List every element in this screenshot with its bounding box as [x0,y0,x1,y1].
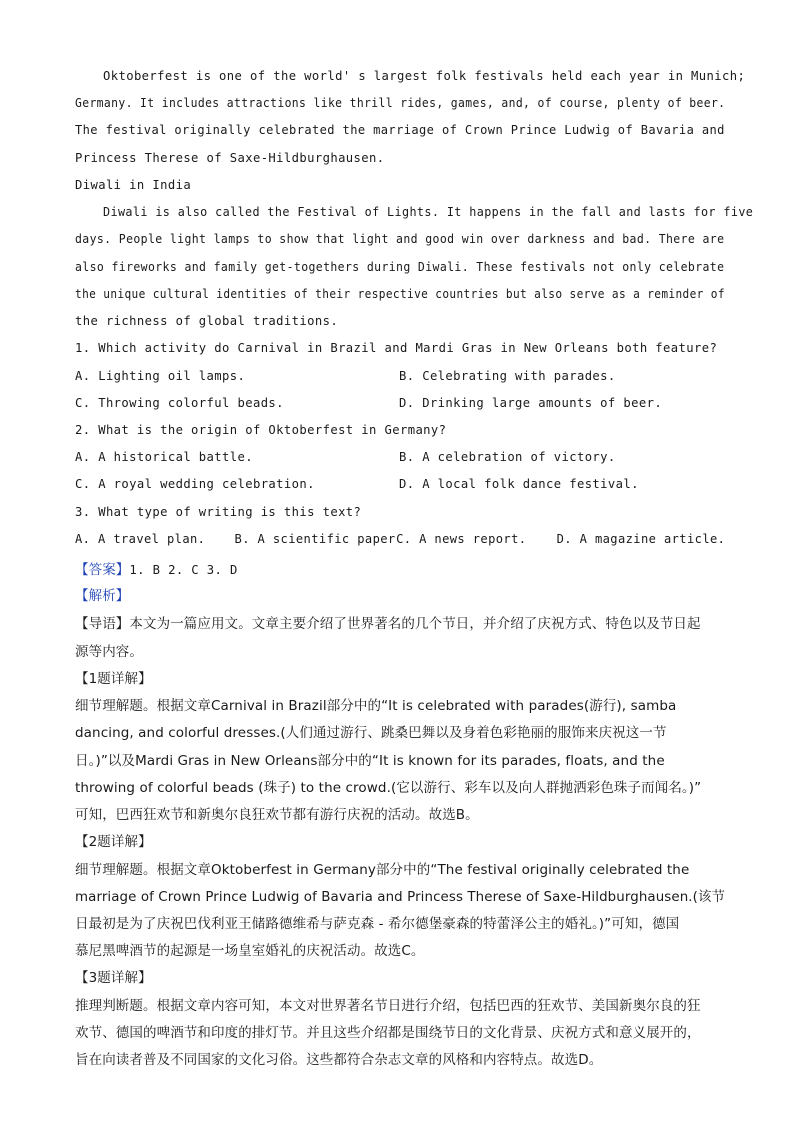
question-stem: 3. What type of writing is this text? [75,505,362,519]
question-options-row [75,477,725,491]
q2-detail-line: 慕尼黑啤酒节的起源是一场皇室婚礼的庆祝活动。故选C。 [75,943,425,959]
passage-line: the unique cultural identities of their respective countries but also serve as a reminder of [75,287,725,301]
option-a: A. A travel plan. [75,532,206,546]
q1-detail-line: throwing of colorful beads (珠子) to the crowd.(它以游行、彩车以及向人群抛洒彩色珠子而闻名。)” [75,780,702,796]
q2-detail-line: marriage of Crown Prince Ludwig of Bavaria and Princess Therese of Saxe-Hildburghausen.(该节 [75,889,725,905]
option-d: D. Drinking large amounts of beer. [399,396,663,410]
q2-detail-line: 日最初是为了庆祝巴伐利亚王储路德维希与萨克森 - 希尔德堡豪森的特蕾泽公主的婚礼。)”可知，德国 [75,916,680,932]
q1-detail-line: 可知，巴西狂欢节和新奥尔良狂欢节都有游行庆祝的活动。故选B。 [75,807,479,823]
option-b: B. A celebration of victory. [399,450,616,464]
q1-detail-line: dancing, and colorful dresses.(人们通过游行、跳桑巴舞以及身着色彩艳丽的服饰来庆祝这一节 [75,725,667,741]
option-a: A. A historical battle. [75,450,253,464]
q3-detail-line: 推理判断题。根据文章内容可知，本文对世界著名节日进行介绍，包括巴西的狂欢节、美国新奥尔良的狂 [75,998,701,1014]
passage-line: Diwali is also called the Festival of Lights. It happens in the fall and lasts for five [103,205,754,219]
guide-line: 【导语】本文为一篇应用文。文章主要介绍了世界著名的几个节日，并介绍了庆祝方式、特色以及节日起 [75,616,701,632]
q3-detail-label: 【3题详解】 [75,970,152,986]
question-options-row [75,450,725,464]
passage-line: Oktoberfest is one of the world' s largest folk festivals held each year in Munich; [103,69,746,83]
analysis-label: 【解析】 [75,588,130,604]
q1-detail-line: 日。)”以及Mardi Gras in New Orleans部分中的“It is known for its parades, floats, and the [75,753,665,769]
guide-line: 源等内容。 [75,644,143,660]
q2-detail-label: 【2题详解】 [75,834,152,850]
q3-detail-line: 欢节、德国的啤酒节和印度的排灯节。并且这些介绍都是围绕节日的文化背景、庆祝方式和意义展开的， [75,1025,701,1041]
option-c: C. Throwing colorful beads. [75,396,284,410]
passage-line: Princess Therese of Saxe-Hildburghausen. [75,151,385,165]
question-options-row [75,369,725,383]
option-d: D. A local folk dance festival. [399,477,639,491]
q1-detail-label: 【1题详解】 [75,671,152,687]
option-b: B. A scientific paper [234,532,396,546]
q3-detail-line: 旨在向读者普及不同国家的文化习俗。这些都符合杂志文章的风格和内容特点。故选D。 [75,1052,603,1068]
question-stem: 2. What is the origin of Oktoberfest in Germany? [75,423,447,437]
passage-line: also fireworks and family get-togethers during Diwali. These festivals not only celebrate [75,260,725,274]
passage-line: The festival originally celebrated the marriage of Crown Prince Ludwig of Bavaria and [75,123,725,137]
answer-row [75,558,725,578]
section-heading-diwali: Diwali in India [75,178,192,192]
option-b: B. Celebrating with parades. [399,369,616,383]
option-c: C. A royal wedding celebration. [75,477,315,491]
answer-label: 【答案】 [75,562,130,578]
passage-line: Germany. It includes attractions like thrill rides, games, and, of course, plenty of beer. [75,96,726,110]
answer-text: 1. B 2. C 3. D [129,563,238,577]
q2-detail-line: 细节理解题。根据文章Oktoberfest in Germany部分中的“The festival originally celebrated the [75,862,690,878]
passage-line: the richness of global traditions. [75,314,339,328]
option-d: D. A magazine article. [556,532,726,546]
question-options-row [75,396,725,410]
question-stem: 1. Which activity do Carnival in Brazil and Mardi Gras in New Orleans both feature? [75,341,718,355]
q1-detail-line: 细节理解题。根据文章Carnival in Brazil部分中的“It is celebrated with parades(游行), samba [75,698,677,714]
passage-line: days. People light lamps to show that light and good win over darkness and bad. There are [75,232,725,246]
question-options-row [75,532,726,546]
option-c: C. A news report. [396,532,527,546]
option-a: A. Lighting oil lamps. [75,369,246,383]
